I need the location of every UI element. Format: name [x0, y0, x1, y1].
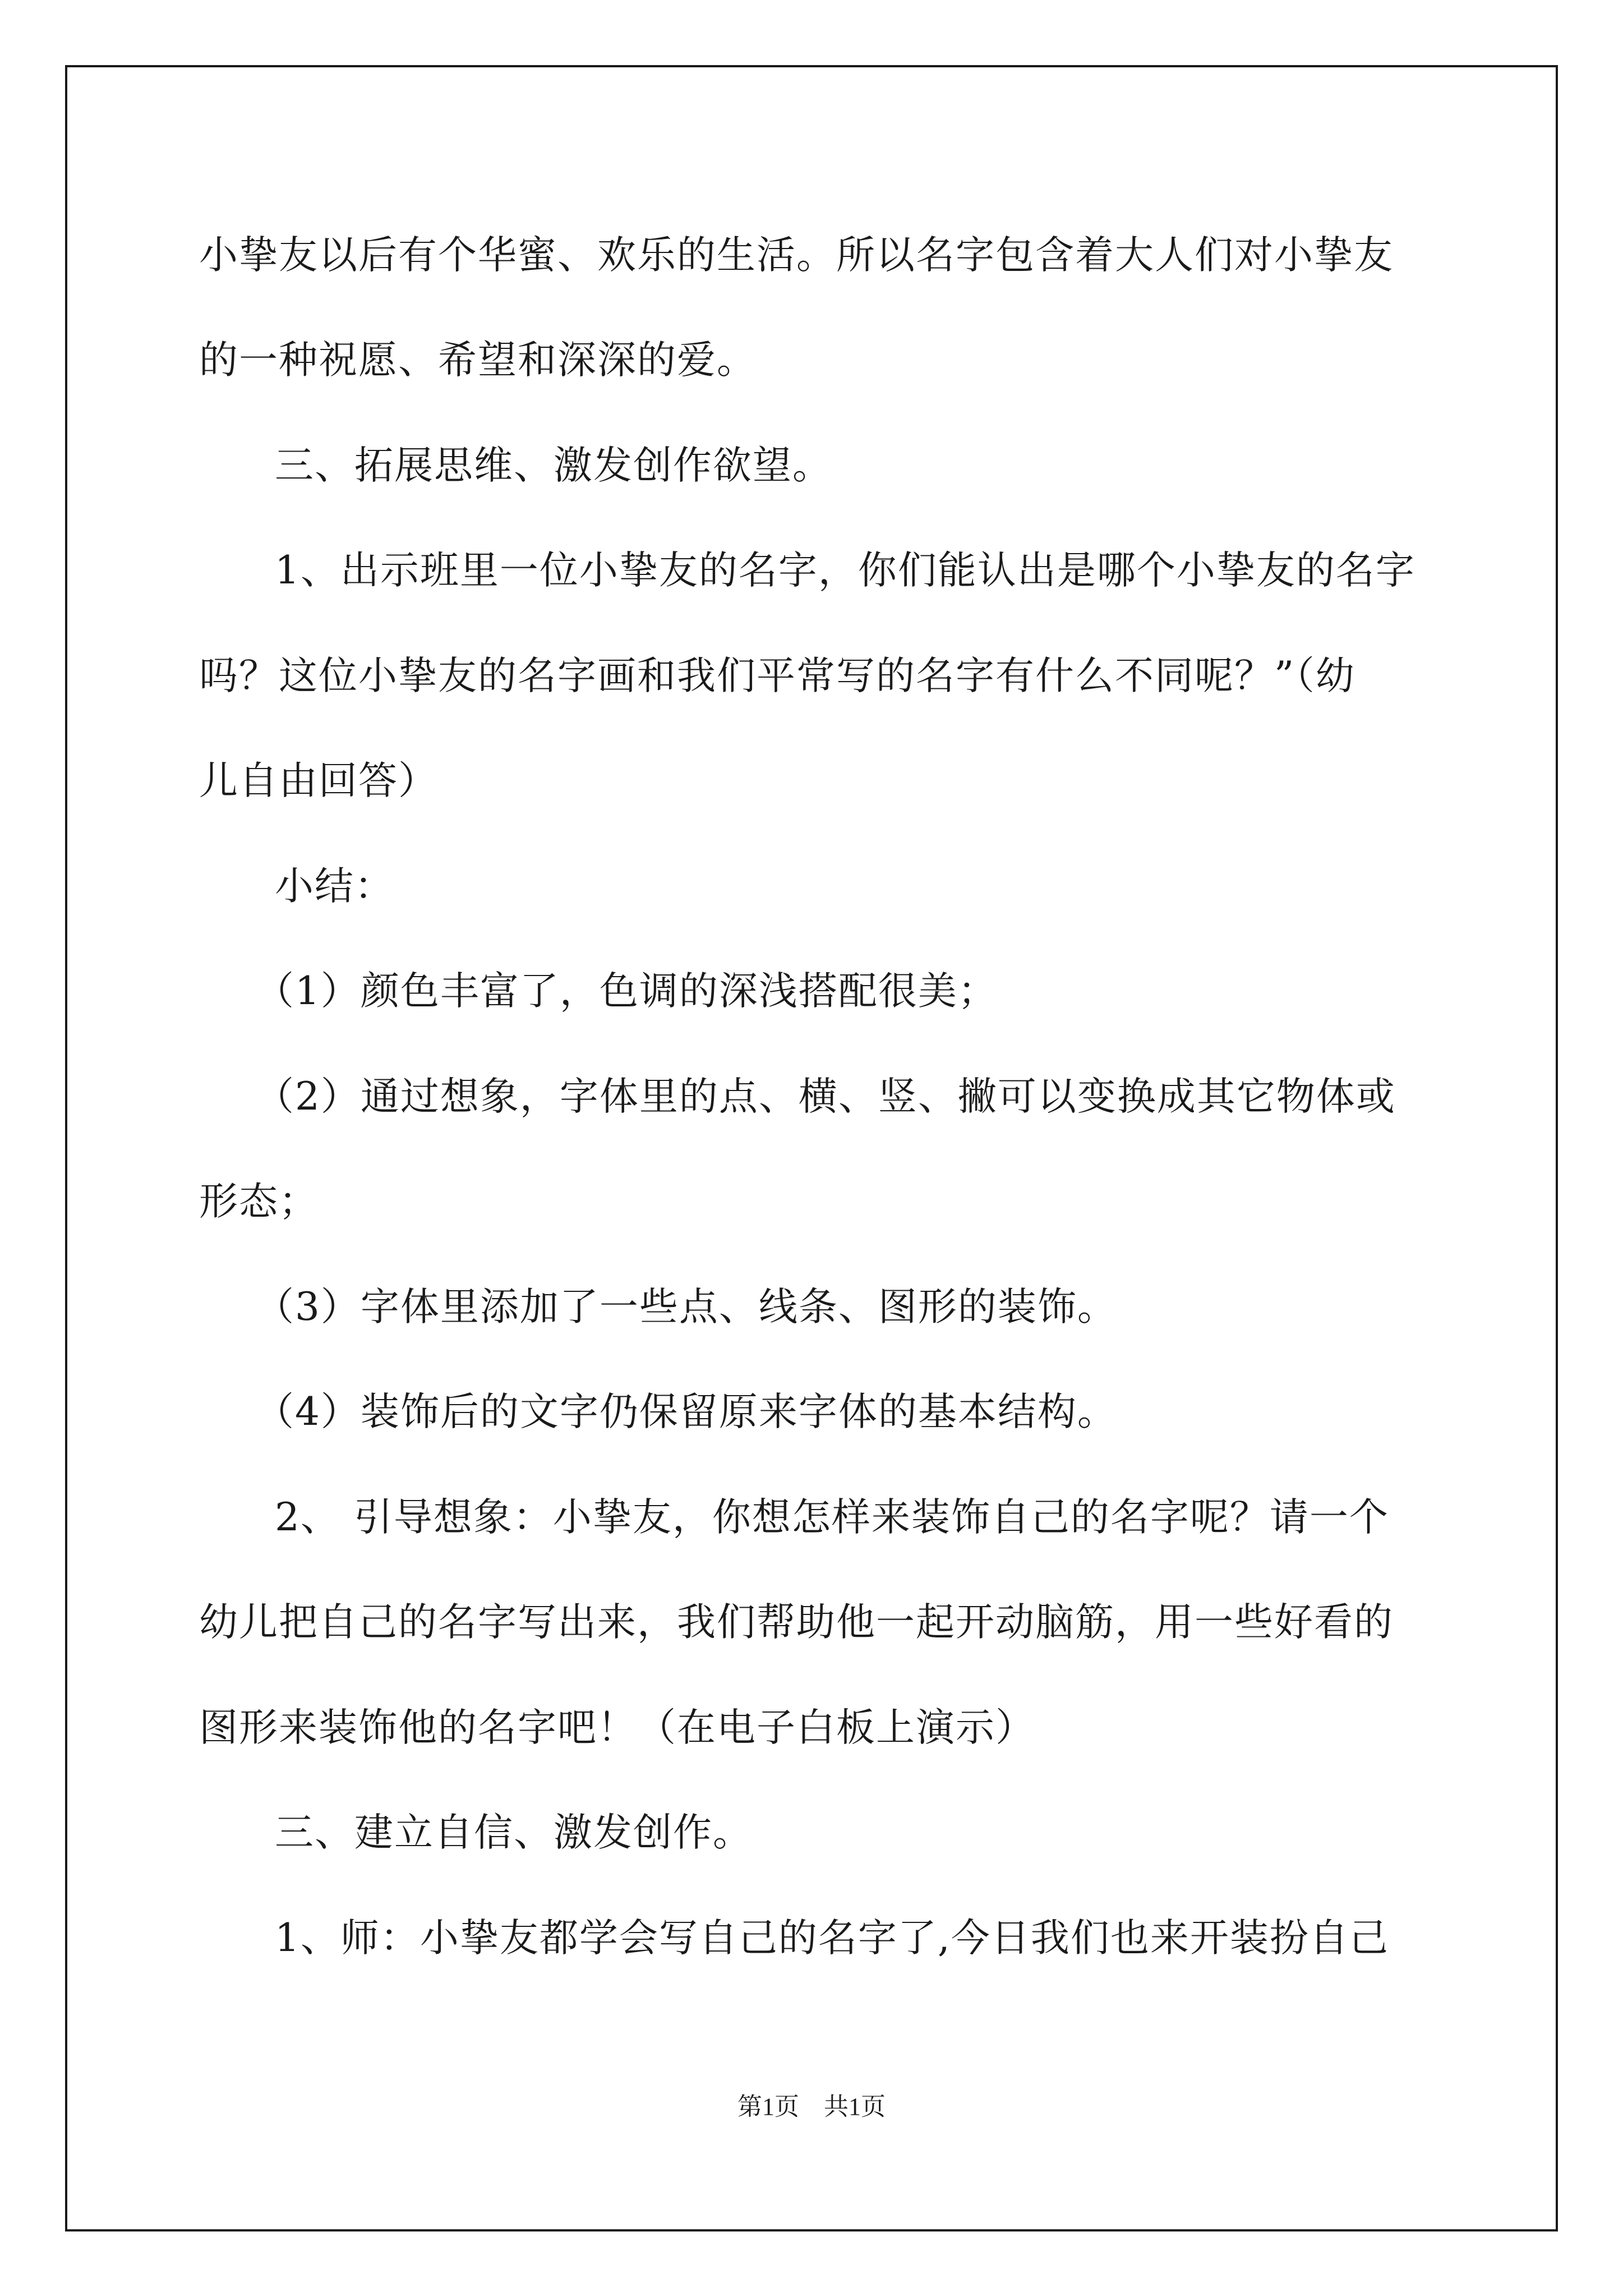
paragraph-line: 形态； [199, 1179, 319, 1224]
paragraph-line: 吗？这位小挚友的名字画和我们平常写的名字有什么不同呢？”（幼 [199, 654, 1355, 698]
paragraph-line: 小挚友以后有个华蜜、欢乐的生活。所以名字包含着大人们对小挚友 [199, 233, 1394, 278]
paragraph-line: 1、师：小挚友都学会写自己的名字了,今日我们也来开装扮自己 [275, 1916, 1389, 1961]
page-number: 第1页 共1页 [737, 2093, 886, 2120]
paragraph-line: 小结： [275, 864, 394, 909]
section-heading: 三、拓展思维、激发创作欲望。 [275, 443, 832, 488]
list-item: （3）字体里添加了一些点、线条、图形的装饰。 [255, 1285, 1117, 1329]
paragraph-line: 儿自由回答） [199, 758, 438, 803]
paragraph-line: 2、 引导想象：小挚友，你想怎样来装饰自己的名字呢？请一个 [275, 1495, 1389, 1540]
paragraph-line: 幼儿把自己的名字写出来，我们帮助他一起开动脑筋，用一些好看的 [199, 1600, 1394, 1645]
paragraph-line: 的一种祝愿、希望和深深的爱。 [199, 338, 757, 383]
list-item: （4）装饰后的文字仍保留原来字体的基本结构。 [255, 1389, 1117, 1434]
section-heading: 三、建立自信、激发创作。 [275, 1810, 753, 1855]
list-item: （1）颜色丰富了，色调的深浅搭配很美； [255, 969, 998, 1014]
page-border [65, 65, 1558, 2231]
list-item: （2）通过想象，字体里的点、横、竖、撇可以变换成其它物体或 [255, 1074, 1396, 1119]
paragraph-line: 1、出示班里一位小挚友的名字，你们能认出是哪个小挚友的名字 [275, 548, 1415, 593]
paragraph-line: 图形来装饰他的名字吧！（在电子白板上演示） [199, 1705, 1035, 1750]
